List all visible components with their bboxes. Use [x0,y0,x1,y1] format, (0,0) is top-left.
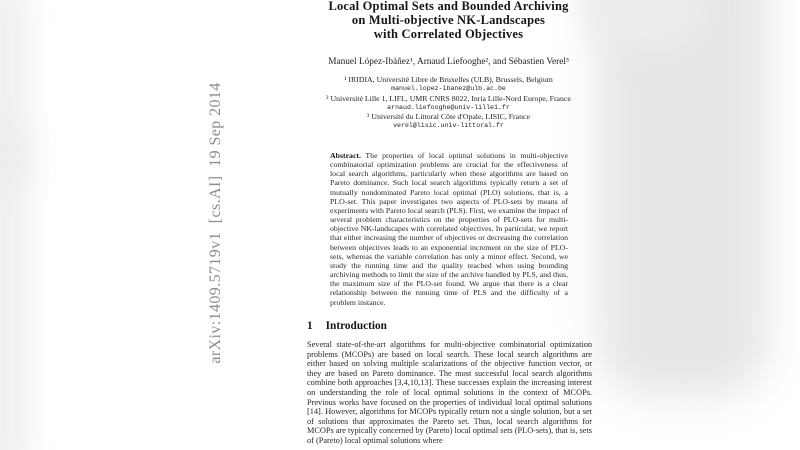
paper-title-line-1: Local Optimal Sets and Bounded Archiving [328,0,569,13]
affiliation-2: ² Université Lille 1, LIFL, UMR CNRS 8022, Inria Lille-Nord Europe, France [326,93,571,103]
abstract-label: Abstract. [330,151,361,160]
affiliation-1: ¹ IRIDIA, Université Libre de Bruxelles (ULB), Brussels, Belgium [344,75,553,84]
author-line: Manuel López-Ibáñez¹, Arnaud Liefooghe², and Sébastien Verel³ [328,57,569,67]
paper-title [307,0,590,41]
affiliation-3-email: verel@lisic.univ-littoral.fr [393,122,504,130]
section-title: Introduction [325,320,387,332]
section-number: 1 [307,320,313,332]
right-page-shadow-top [585,0,705,50]
affiliation-1-email: manuel.lopez-ibanez@ulb.ac.be [391,85,506,93]
paper-title-line-2: on Multi-objective NK-Landscapes [351,12,546,27]
paper-title-line-3: with Correlated Objectives [373,26,524,41]
abstract-block [330,151,568,309]
abstract-text: The properties of local optimal solutions in multi-objective combinatorial optimization problems are crucial for the effectiveness of local search algorithms, particularly when these algorithms are based on Pareto dominance. Such local search algorithms typically return a set of mutually nondominated Pareto local optimal (PLO) solutions, that is, a PLO-set. This paper investigates two aspects of PLO-sets by means of experiments with Pareto local search (PLS). First, we examine the impact of several problem characteristics on the properties of PLO-sets for multi-objective NK-landscapes with correlated objectives. In particular, we report that either increasing the number of objectives or decreasing the correlation between objectives leads to an exponential increment on the size of PLO-sets, whereas the variable correlation has only a minor effect. Second, we study the running time and the quality reached when using bounding archiving methods to limit the size of the archive handled by PLS, and thus, the maximum size of the PLO-set found. We argue that there is a clear relationship between the running time of PLS and the difficulty of a problem instance. [330,151,568,307]
left-edge-shadow [0,0,30,450]
affiliation-2-email: arnaud.liefooghe@univ-lille1.fr [387,103,510,111]
affiliations-block [297,75,600,131]
affiliation-3: ³ Université du Littoral Côte d'Opale, LISIC, France [367,112,530,122]
right-page-shadow [597,0,769,398]
section-heading [307,320,590,332]
left-edge-shadow-blob [0,120,25,190]
introduction-paragraph: Several state-of-the-art algorithms for multi-objective combinatorial optimization problems (MCOPs) are based on local search. These local search algorithms are either based on solving multiple scalarizations of the objective function vector, or they are based on Pareto dominance. The most successful local search algorithms combine both approaches [3,4,10,13]. These successes explain the increasing interest on understanding the role of local optimal solutions in the context of MCOPs. Previous works have focused on the properties of individual local optimal solutions [14]. However, algorithms for MCOPs typically return not a single solution, but a set of solutions that approximates the Pareto set. Thus, local search algorithms for MCOPs are typically concerned by (Pareto) local optimal sets (PLO-sets), that is, sets of (Pareto) local optimal solutions where [307,340,592,445]
arxiv-stamp: arXiv:1409.5719v1 [cs.AI] 19 Sep 2014 [207,82,224,364]
